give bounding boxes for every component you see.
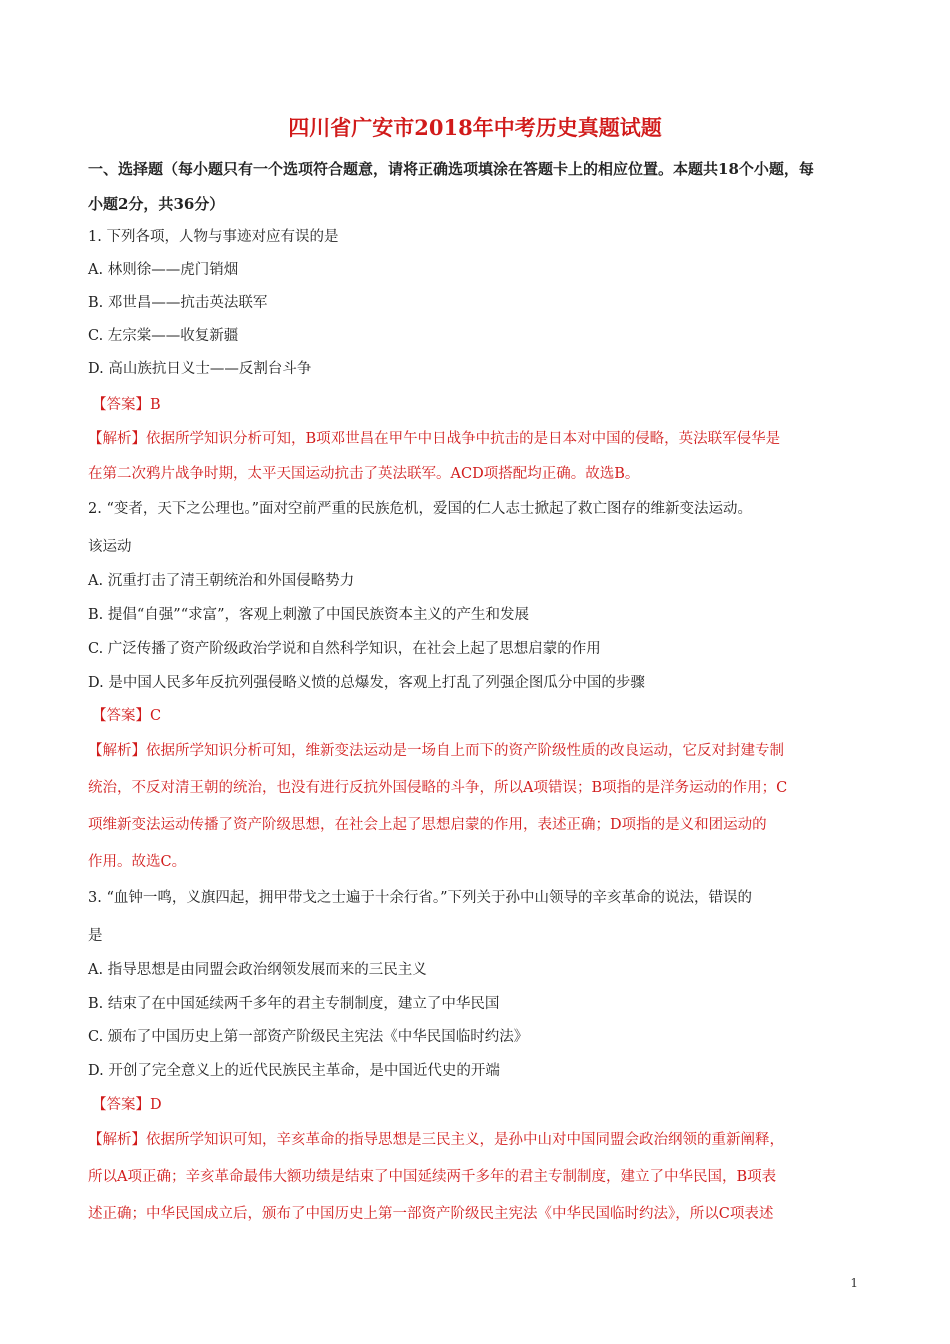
page-title: 四川省广安市2018年中考历史真题试题 <box>288 115 662 140</box>
answer-label: 【答案】 <box>92 1097 150 1113</box>
question-1-answer <box>92 394 872 416</box>
question-3-analysis-line-2: 所以A项正确；辛亥革命最伟大额功绩是结束了中国延续两千多年的君主专制制度，建立了中华民国，B项表 <box>88 1169 777 1185</box>
question-1-stem: 1. 下列各项，人物与事迹对应有误的是 <box>88 229 339 245</box>
question-3-option-b: B. 结束了在中国延续两千多年的君主专制制度，建立了中华民国 <box>88 996 500 1012</box>
analysis-text: 依据所学知识分析可知，B项邓世昌在甲午中日战争中抗击的是日本对中国的侵略，英法联军侵华是 <box>146 431 781 447</box>
answer-value: B <box>150 397 161 413</box>
question-3-stem-line-1: 3. “血钟一鸣，义旗四起，拥甲带戈之士遍于十余行省。”下列关于孙中山领导的辛亥革命的说法，错误的 <box>88 890 753 906</box>
analysis-label: 【解析】 <box>88 743 146 759</box>
section-heading-line-2: 小题2分，共36分） <box>88 195 225 213</box>
question-1-analysis-line-2: 在第二次鸦片战争时期，太平天国运动抗击了英法联军。ACD项搭配均正确。故选B。 <box>88 466 640 482</box>
question-1-option-d: D. 高山族抗日义士——反割台斗争 <box>88 361 312 377</box>
question-3-answer <box>92 1094 872 1116</box>
question-1-option-a: A. 林则徐——虎门销烟 <box>88 262 239 278</box>
question-1-option-c: C. 左宗棠——收复新疆 <box>88 328 239 344</box>
question-2-answer <box>92 705 872 727</box>
question-3-option-c: C. 颁布了中国历史上第一部资产阶级民主宪法《中华民国临时约法》 <box>88 1029 529 1045</box>
question-1-analysis-line-1 <box>88 428 868 450</box>
question-3-option-d: D. 开创了完全意义上的近代民族民主革命，是中国近代史的开端 <box>88 1063 500 1079</box>
answer-label: 【答案】 <box>92 708 150 724</box>
answer-value: D <box>150 1097 162 1113</box>
question-2-analysis-line-2: 统治，不反对清王朝的统治，也没有进行反抗外国侵略的斗争，所以A项错误；B项指的是洋务运动的作用；C <box>88 780 788 796</box>
question-3-analysis-line-1 <box>88 1129 868 1151</box>
analysis-text: 依据所学知识可知，辛亥革命的指导思想是三民主义，是孙中山对中国同盟会政治纲领的重新阐释， <box>146 1132 784 1148</box>
question-2-analysis-line-4: 作用。故选C。 <box>88 854 187 870</box>
question-3-analysis-line-3: 述正确；中华民国成立后，颁布了中国历史上第一部资产阶级民主宪法《中华民国临时约法》，所以C项表述 <box>88 1206 774 1222</box>
analysis-text: 依据所学知识分析可知，维新变法运动是一场自上而下的资产阶级性质的改良运动，它反对封建专制 <box>146 743 784 759</box>
question-2-analysis-line-1 <box>88 740 868 762</box>
question-2-option-d: D. 是中国人民多年反抗列强侵略义愤的总爆发，客观上打乱了列强企图瓜分中国的步骤 <box>88 675 645 691</box>
question-3-option-a: A. 指导思想是由同盟会政治纲领发展而来的三民主义 <box>88 962 427 978</box>
page-number: 1 <box>850 1276 858 1290</box>
analysis-label: 【解析】 <box>88 431 146 447</box>
question-2-stem-line-1: 2. “变者，天下之公理也。”面对空前严重的民族危机，爱国的仁人志士掀起了救亡图存的维新变法运动。 <box>88 501 753 517</box>
section-heading-line-1: 一、选择题（每小题只有一个选项符合题意，请将正确选项填涂在答题卡上的相应位置。本题共18个小题，每 <box>88 160 814 178</box>
question-2-option-a: A. 沉重打击了清王朝统治和外国侵略势力 <box>88 573 355 589</box>
question-2-option-b: B. 提倡“自强”“求富”，客观上刺激了中国民族资本主义的产生和发展 <box>88 607 530 623</box>
question-2-analysis-line-3: 项维新变法运动传播了资产阶级思想，在社会上起了思想启蒙的作用，表述正确；D项指的是义和团运动的 <box>88 817 767 833</box>
question-2-option-c: C. 广泛传播了资产阶级政治学说和自然科学知识，在社会上起了思想启蒙的作用 <box>88 641 601 657</box>
question-1-option-b: B. 邓世昌——抗击英法联军 <box>88 295 268 311</box>
question-3-stem-line-2: 是 <box>88 928 103 944</box>
answer-label: 【答案】 <box>92 397 150 413</box>
answer-value: C <box>150 708 162 724</box>
question-2-stem-line-2: 该运动 <box>88 539 132 555</box>
analysis-label: 【解析】 <box>88 1132 146 1148</box>
